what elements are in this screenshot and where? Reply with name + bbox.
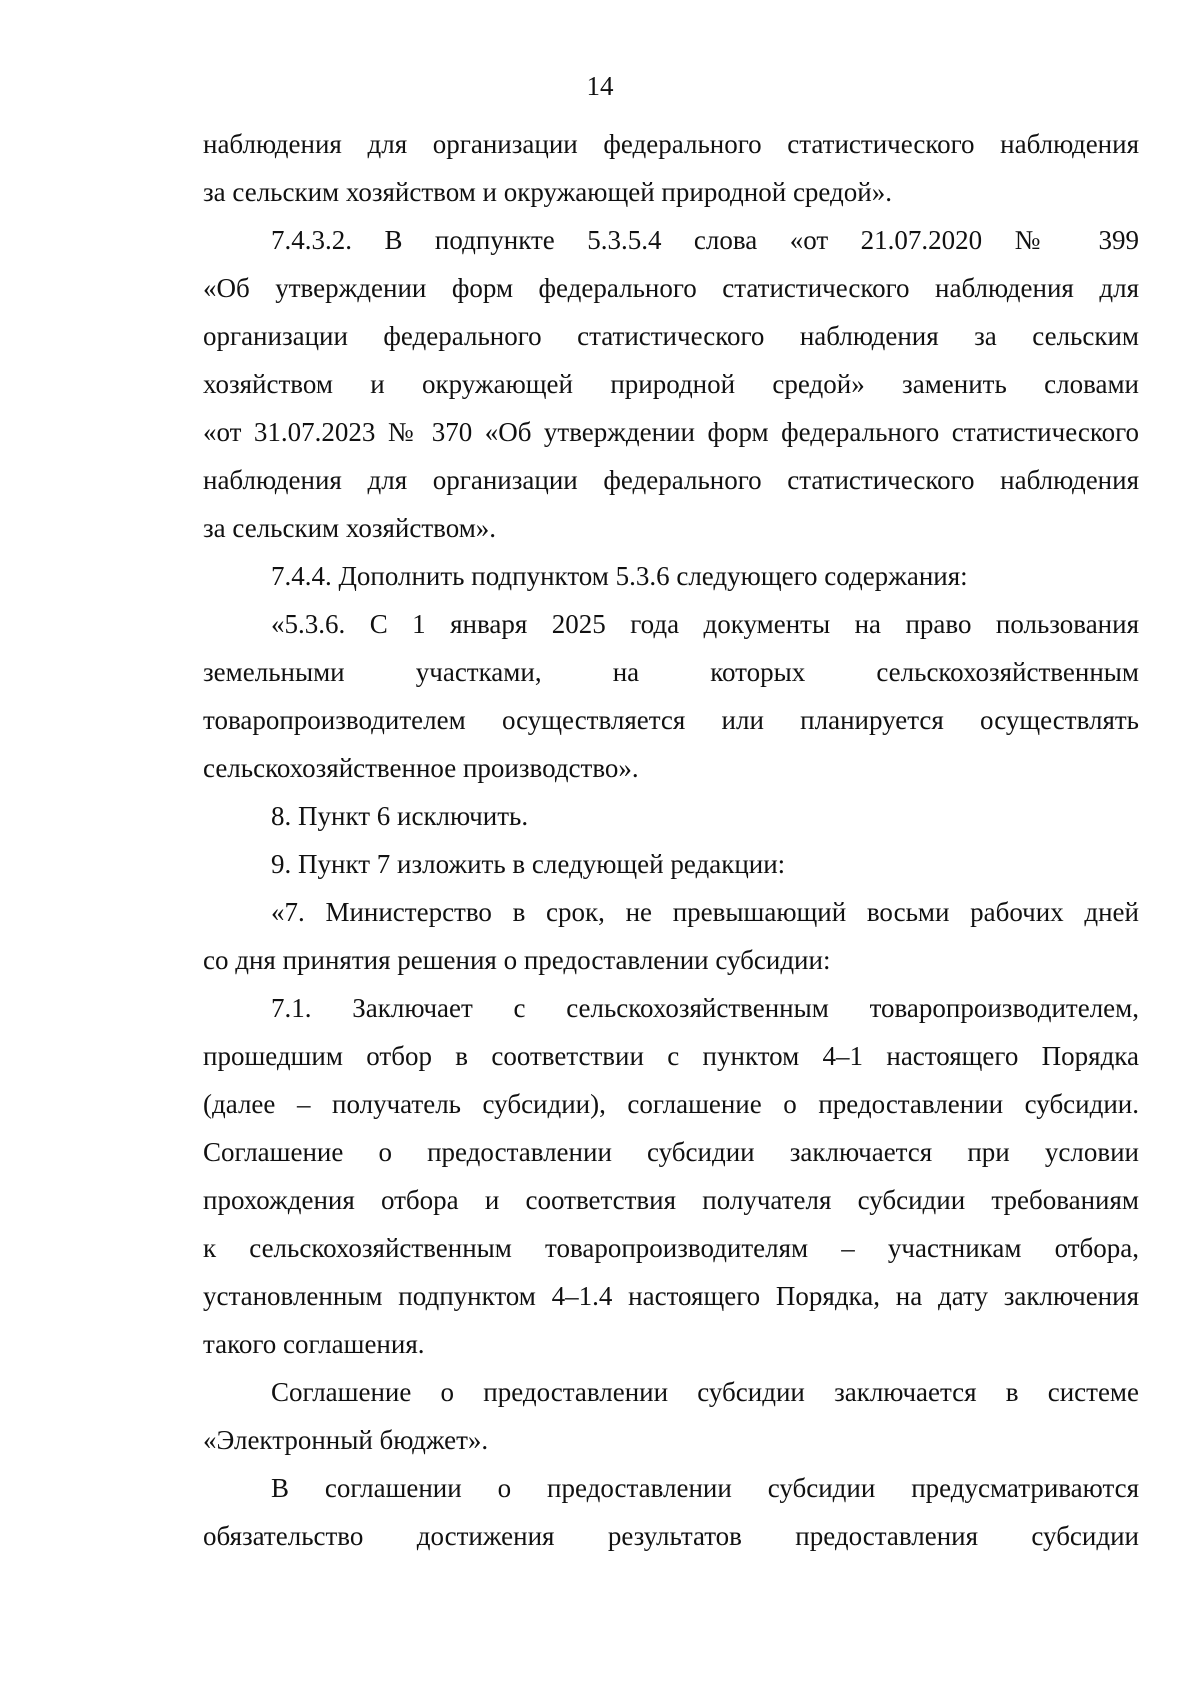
- paragraph: [203, 600, 1139, 792]
- page-number: 14: [586, 71, 614, 101]
- text-line: 9. Пункт 7 изложить в следующей редакции:: [271, 849, 786, 879]
- text-line: «7. Министерство в срок, не превышающий восьми рабочих дней: [271, 897, 1139, 927]
- text-line: наблюдения для организации федерального статистического наблюдения: [203, 129, 1139, 159]
- text-line: «от 31.07.2023 № 370 «Об утверждении форм федерального статистического: [203, 417, 1139, 447]
- text-line: 7.1. Заключает с сельскохозяйственным товаропроизводителем,: [271, 993, 1139, 1023]
- text-line: Соглашение о предоставлении субсидии заключается в системе: [271, 1377, 1139, 1407]
- paragraph: [203, 216, 1139, 552]
- text-line: организации федерального статистического наблюдения за сельским: [203, 321, 1139, 351]
- paragraph: [203, 552, 1139, 600]
- text-line: установленным подпунктом 4–1.4 настоящего Порядка, на дату заключения: [203, 1281, 1139, 1311]
- paragraph: [203, 984, 1139, 1368]
- paragraph: [203, 1368, 1139, 1464]
- text-line: «Об утверждении форм федерального статистического наблюдения для: [203, 273, 1139, 303]
- text-line: такого соглашения.: [203, 1329, 425, 1359]
- text-line: за сельским хозяйством».: [203, 513, 497, 543]
- text-line: к сельскохозяйственным товаропроизводителям – участникам отбора,: [203, 1233, 1139, 1263]
- text-line: 7.4.3.2. В подпункте 5.3.5.4 слова «от 21.07.2020 № 399: [271, 225, 1139, 255]
- text-line: (далее – получатель субсидии), соглашение о предоставлении субсидии.: [203, 1089, 1139, 1119]
- text-line: за сельским хозяйством и окружающей природной средой».: [203, 177, 892, 207]
- text-line: Соглашение о предоставлении субсидии заключается при условии: [203, 1137, 1139, 1167]
- text-line: прошедшим отбор в соответствии с пунктом 4–1 настоящего Порядка: [203, 1041, 1139, 1071]
- text-line: 8. Пункт 6 исключить.: [271, 801, 529, 831]
- text-line: хозяйством и окружающей природной средой» заменить словами: [203, 369, 1139, 399]
- paragraph: [203, 120, 1139, 216]
- text-line: земельными участками, на которых сельскохозяйственным: [203, 657, 1139, 687]
- paragraph: [203, 1464, 1139, 1560]
- paragraph: [203, 840, 1139, 888]
- text-line: «5.3.6. С 1 января 2025 года документы на право пользования: [271, 609, 1139, 639]
- text-line: наблюдения для организации федерального статистического наблюдения: [203, 465, 1139, 495]
- document-body: [203, 120, 1139, 1560]
- text-line: прохождения отбора и соответствия получателя субсидии требованиям: [203, 1185, 1139, 1215]
- text-line: товаропроизводителем осуществляется или планируется осуществлять: [203, 705, 1139, 735]
- text-line: сельскохозяйственное производство».: [203, 753, 639, 783]
- text-line: обязательство достижения результатов предоставления субсидии: [203, 1521, 1139, 1551]
- paragraph: [203, 792, 1139, 840]
- paragraph: [203, 888, 1139, 984]
- text-line: со дня принятия решения о предоставлении субсидии:: [203, 945, 831, 975]
- text-line: В соглашении о предоставлении субсидии предусматриваются: [271, 1473, 1139, 1503]
- text-line: «Электронный бюджет».: [203, 1425, 489, 1455]
- text-line: 7.4.4. Дополнить подпунктом 5.3.6 следующего содержания:: [271, 561, 968, 591]
